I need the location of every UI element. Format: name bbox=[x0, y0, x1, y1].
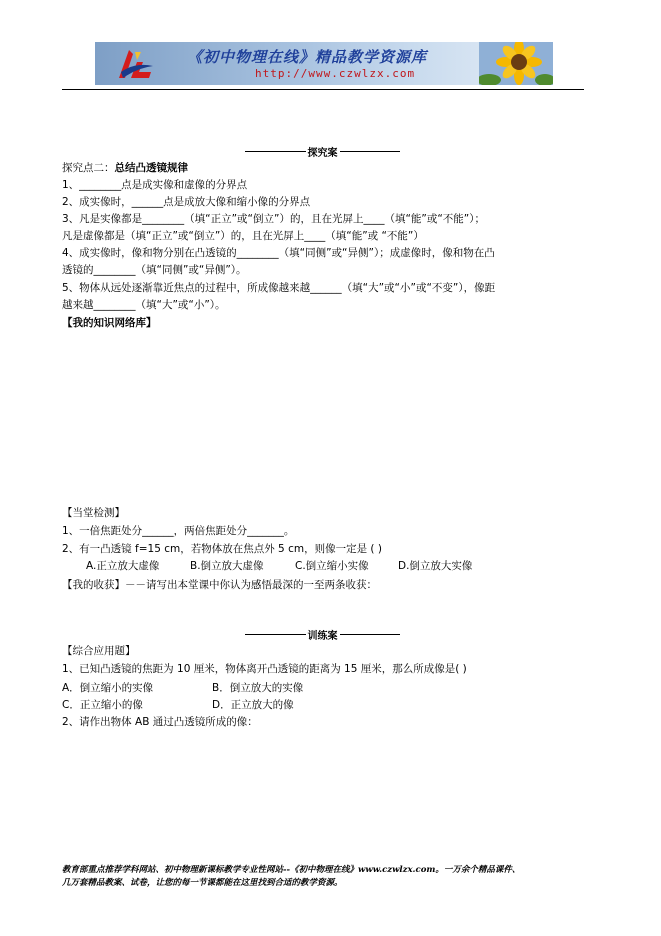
application-option-c: C．正立缩小的像 bbox=[62, 699, 143, 711]
sunflower-icon bbox=[479, 42, 553, 85]
inquiry-line-2: 2、成实像时，______点是成放大像和缩小像的分界点 bbox=[62, 196, 311, 208]
site-logo-icon bbox=[115, 48, 155, 82]
banner-title: 《初中物理在线》精品教学资源库 bbox=[187, 48, 428, 66]
inquiry-line-3: 3、凡是实像都是________（填“正立”或“倒立”）的，且在光屏上____（填“能”或“不能”）； bbox=[62, 213, 485, 225]
section-heading-inquiry: 探究案 bbox=[245, 144, 400, 158]
header-rule bbox=[62, 89, 584, 90]
class-test-option-a: A.正立放大虚像 bbox=[86, 560, 160, 572]
inquiry-line-8: 越来越________（填“大”或“小”）。 bbox=[62, 299, 226, 311]
inquiry-line-1: 1、________点是成实像和虚像的分界点 bbox=[62, 179, 248, 191]
harvest-prompt: 【我的收获】－－请写出本堂课中你认为感悟最深的一至两条收获： bbox=[62, 579, 377, 591]
footer-text bbox=[62, 864, 602, 890]
inquiry-line-6: 透镜的________（填“同侧”或“异侧”）。 bbox=[62, 264, 247, 276]
class-test-option-d: D.倒立放大实像 bbox=[398, 560, 473, 572]
application-option-d: D．正立放大的像 bbox=[212, 699, 294, 711]
application-question-2: 2、请作出物体 AB 通过凸透镜所成的像： bbox=[62, 716, 258, 728]
class-test-question-1: 1、一倍焦距处分______，两倍焦距处分_______。 bbox=[62, 525, 295, 537]
application-option-a: A．倒立缩小的实像 bbox=[62, 682, 154, 694]
inquiry-line-5: 4、成实像时，像和物分别在凸透镜的________（填“同侧”或“异侧”）；成虚像时，像和物在凸 bbox=[62, 247, 495, 259]
knowledge-network-label: 【我的知识网络库】 bbox=[62, 317, 157, 329]
application-option-b: B．倒立放大的实像 bbox=[212, 682, 304, 694]
header-banner bbox=[95, 42, 553, 85]
section-heading-training: 训练案 bbox=[245, 627, 400, 641]
inquiry-line-4: 凡是虚像都是（填“正立”或“倒立”）的，且在光屏上____（填“能”或 “不能”） bbox=[62, 230, 424, 242]
application-heading: 【综合应用题】 bbox=[62, 645, 136, 657]
footer-line-2: 几万套精品教案、试卷，让您的每一节课都能在这里找到合适的教学资源。 bbox=[62, 878, 343, 888]
class-test-heading: 【当堂检测】 bbox=[62, 507, 125, 519]
application-question-1: 1、已知凸透镜的焦距为 10 厘米，物体离开凸透镜的距离为 15 厘米，那么所成像是( ) bbox=[62, 663, 467, 675]
banner-url[interactable]: http://www.czwlzx.com bbox=[255, 67, 416, 80]
inquiry-line-7: 5、物体从远处逐渐靠近焦点的过程中，所成像越来越______（填“大”或“小”或“不变”），像距 bbox=[62, 282, 496, 294]
class-test-option-c: C.倒立缩小实像 bbox=[295, 560, 369, 572]
class-test-question-2: 2、有一凸透镜 f=15 cm，若物体放在焦点外 5 cm，则像一定是 ( ) bbox=[62, 543, 382, 555]
class-test-option-b: B.倒立放大虚像 bbox=[190, 560, 264, 572]
footer-line-1: 教育部重点推荐学科网站、初中物理新课标教学专业性网站--《初中物理在线》www.czwlzx.com。一万余个精品课件、 bbox=[62, 865, 521, 875]
inquiry-point-title: 探究点二：总结凸透镜规律 bbox=[62, 162, 188, 174]
